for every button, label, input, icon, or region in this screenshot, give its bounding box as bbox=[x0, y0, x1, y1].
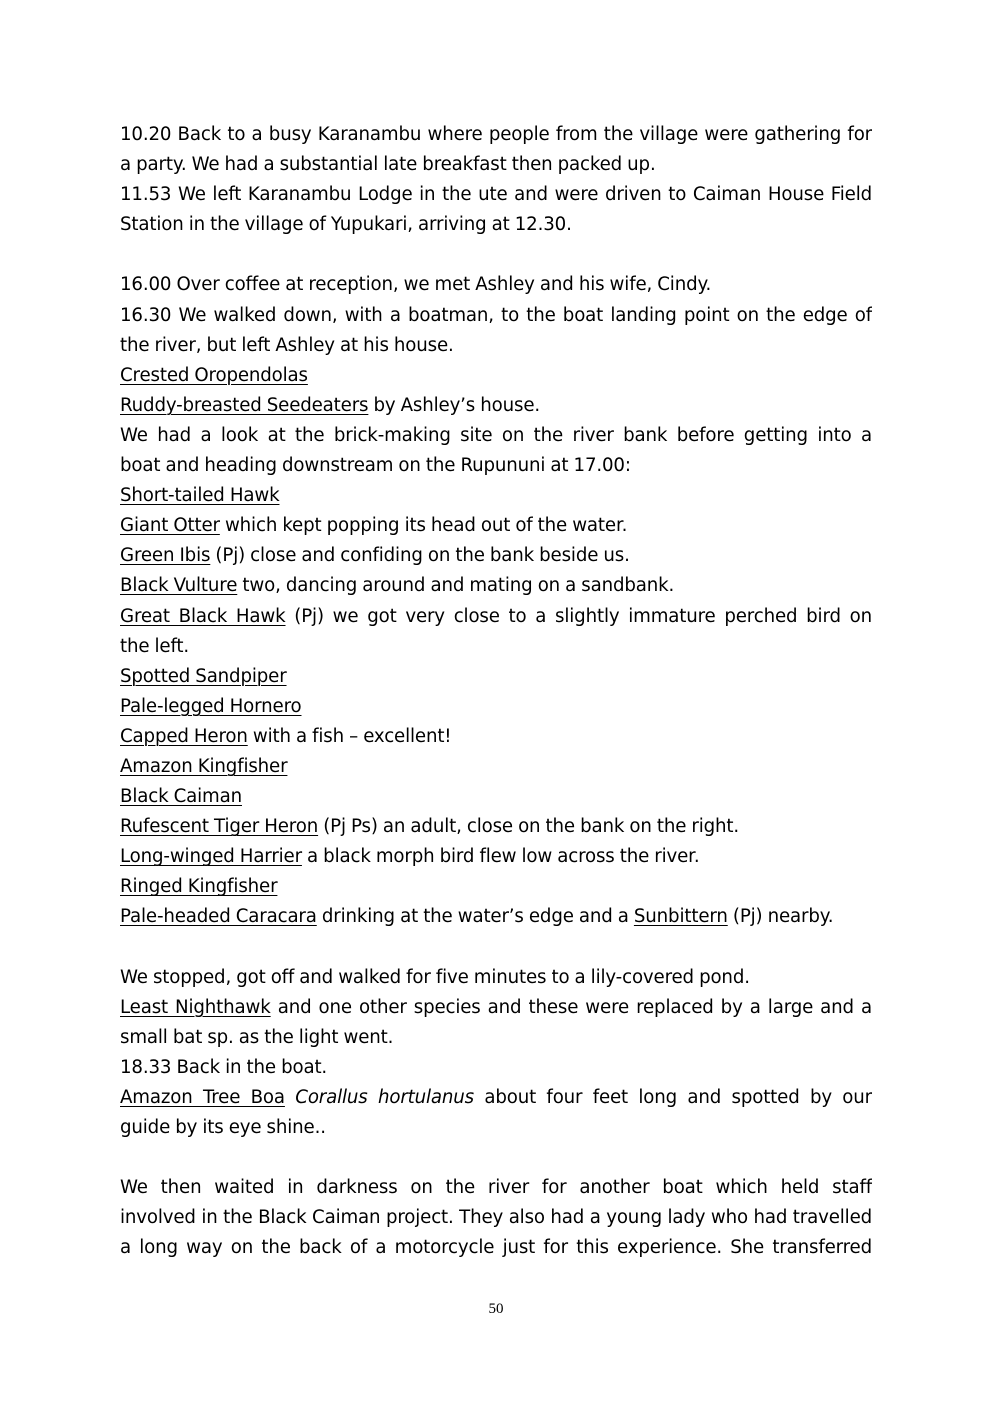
species-name: Great Black Hawk bbox=[120, 605, 286, 627]
sighting-line bbox=[120, 571, 872, 601]
page-body bbox=[120, 120, 872, 1264]
species-name: Pale-legged Hornero bbox=[120, 695, 302, 717]
species-name: Amazon Kingfisher bbox=[120, 755, 288, 777]
sighting-note: and one other species and these were replaced by a large and a bbox=[277, 996, 872, 1018]
text-line: the left. bbox=[120, 635, 190, 657]
sighting-line bbox=[120, 602, 872, 632]
sighting-line bbox=[120, 511, 872, 541]
blank-line bbox=[120, 1143, 872, 1173]
species-name: Amazon Tree Boa bbox=[120, 1087, 285, 1108]
text-line: involved in the Black Caiman project. They also had a young lady who had travelled bbox=[120, 1207, 872, 1229]
sighting-line bbox=[120, 993, 872, 1023]
sighting-note: which kept popping its head out of the water. bbox=[219, 515, 628, 537]
sighting-line bbox=[120, 752, 872, 782]
sighting-line bbox=[120, 902, 872, 932]
species-name: Ringed Kingfisher bbox=[120, 876, 278, 898]
sighting-line bbox=[120, 361, 872, 391]
latin-name: Corallus hortulanus bbox=[295, 1087, 474, 1108]
text-line: 16.30 We walked down, with a boatman, to the boat landing point on the edge of bbox=[120, 304, 872, 326]
text-line: Station in the village of Yupukari, arriving at 12.30. bbox=[120, 214, 572, 236]
species-name: Black Vulture bbox=[120, 575, 238, 597]
species-name: Giant Otter bbox=[120, 515, 220, 537]
sighting-line bbox=[120, 842, 872, 872]
sighting-line bbox=[120, 872, 872, 902]
species-name: Capped Heron bbox=[120, 725, 248, 747]
sighting-line bbox=[120, 481, 872, 511]
sighting-line bbox=[120, 782, 872, 812]
text-line: boat and heading downstream on the Rupununi at 17.00: bbox=[120, 455, 631, 477]
text-line: a long way on the back of a motorcycle just for this experience. She transferred bbox=[120, 1237, 872, 1259]
sighting-line bbox=[120, 812, 872, 842]
text-line: 11.53 We left Karanambu Lodge in the ute and were driven to Caiman House Field bbox=[120, 184, 872, 206]
sighting-note: drinking at the water’s edge and a bbox=[316, 906, 634, 928]
species-name: Black Caiman bbox=[120, 786, 242, 808]
species-name: Ruddy-breasted Seedeaters bbox=[120, 394, 369, 416]
species-name: Pale-headed Caracara bbox=[120, 906, 317, 928]
text-line: a party. We had a substantial late breakfast then packed up. bbox=[120, 154, 656, 176]
sighting-note: about four feet long and spotted by our bbox=[484, 1087, 872, 1108]
sighting-line bbox=[120, 662, 872, 692]
text-line: guide by its eye shine.. bbox=[120, 1117, 326, 1139]
text-line: We had a look at the brick-making site on the river bank before getting into a bbox=[120, 424, 872, 446]
text-line: 16.00 Over coffee at reception, we met Ashley and his wife, Cindy. bbox=[120, 274, 712, 296]
sighting-note: (Pj Ps) an adult, close on the bank on the right. bbox=[318, 816, 739, 838]
species-name: Long-winged Harrier bbox=[120, 846, 302, 868]
species-name: Rufescent Tiger Heron bbox=[120, 816, 319, 838]
sighting-note: (Pj) nearby. bbox=[727, 906, 834, 928]
text-line: We stopped, got off and walked for five minutes to a lily-covered pond. bbox=[120, 966, 750, 988]
sighting-note: a black morph bird flew low across the river. bbox=[301, 846, 700, 868]
species-name: Sunbittern bbox=[633, 906, 728, 928]
sighting-note: two, dancing around and mating on a sandbank. bbox=[237, 575, 675, 597]
sighting-note: with a fish – excellent! bbox=[247, 725, 452, 747]
species-name: Short-tailed Hawk bbox=[120, 485, 280, 507]
sighting-line bbox=[120, 722, 872, 752]
text-line: 18.33 Back in the boat. bbox=[120, 1056, 328, 1078]
text-line: 10.20 Back to a busy Karanambu where people from the village were gathering for bbox=[120, 124, 872, 145]
page-number: 50 bbox=[488, 1301, 504, 1317]
species-name: Crested Oropendolas bbox=[120, 364, 308, 386]
species-name: Green Ibis bbox=[120, 545, 211, 567]
sighting-note: (Pj) close and confiding on the bank beside us. bbox=[210, 545, 630, 567]
sighting-line bbox=[120, 1083, 872, 1113]
sighting-line bbox=[120, 391, 872, 421]
species-name: Spotted Sandpiper bbox=[120, 665, 287, 687]
sighting-line bbox=[120, 541, 872, 571]
text-line: small bat sp. as the light went. bbox=[120, 1026, 394, 1048]
sighting-note: (Pj) we got very close to a slightly immature perched bird on bbox=[285, 605, 872, 627]
text-line: We then waited in darkness on the river for another boat which held staff bbox=[120, 1177, 872, 1199]
sighting-note: by Ashley’s house. bbox=[368, 394, 540, 416]
blank-line bbox=[120, 240, 872, 270]
text-line: the river, but left Ashley at his house. bbox=[120, 334, 454, 356]
sighting-line bbox=[120, 692, 872, 722]
species-name: Least Nighthawk bbox=[120, 996, 271, 1018]
blank-line bbox=[120, 933, 872, 963]
